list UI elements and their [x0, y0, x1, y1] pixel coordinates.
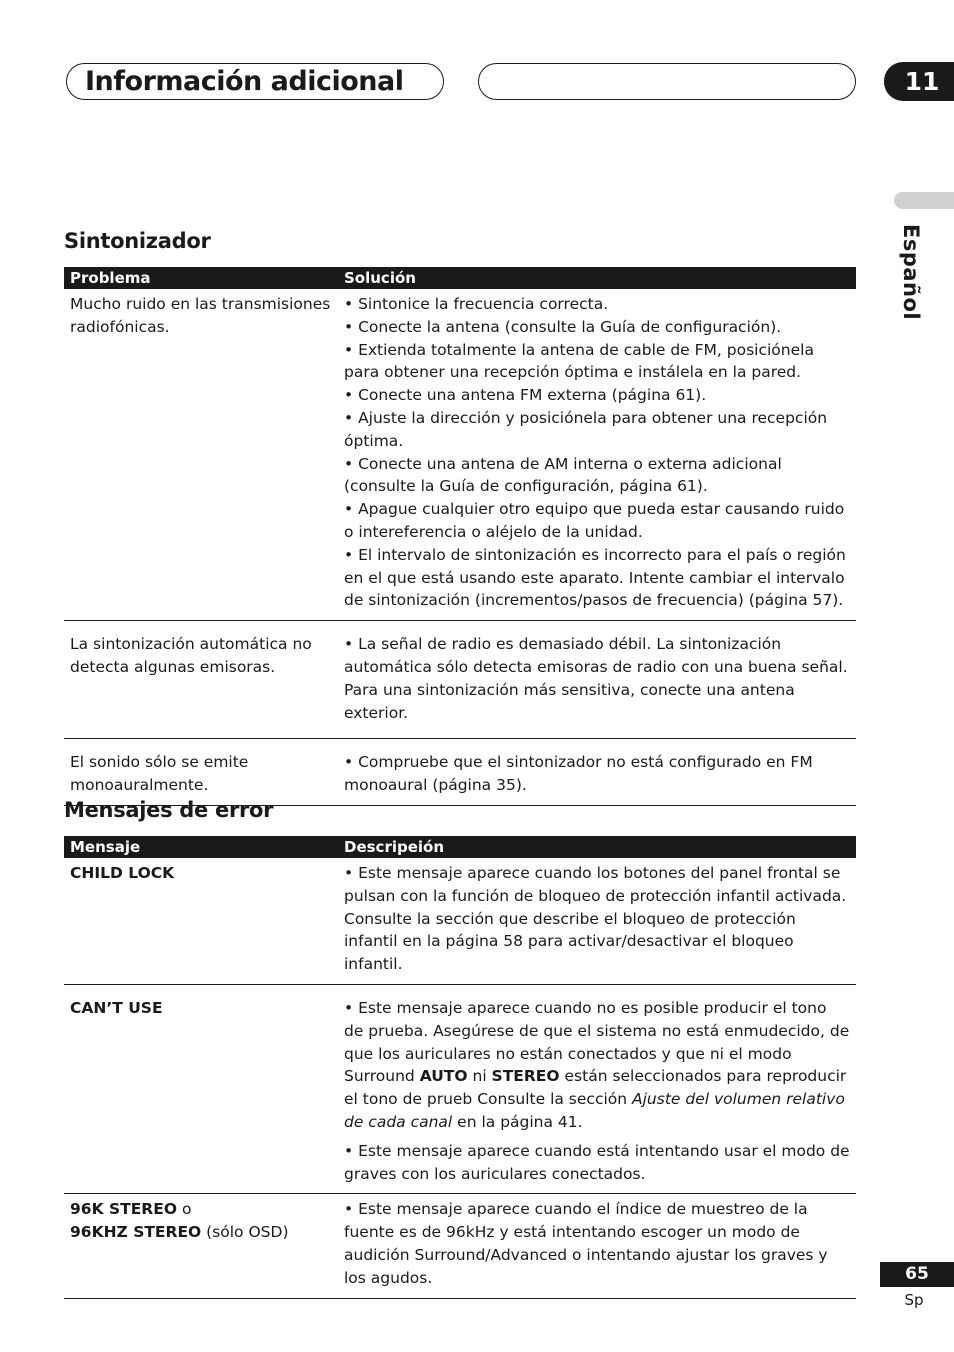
column-header-solution: Solución — [338, 267, 856, 289]
solution-item: • Conecte una antena de AM interna o externa adicional (consulte la Guía de configuración, página 61). — [344, 454, 782, 496]
language-label: Español — [899, 224, 923, 321]
table-header-row — [64, 267, 856, 289]
problem-cell: Mucho ruido en las transmisiones radiofónicas. — [64, 289, 338, 621]
tuner-troubleshooting-table — [64, 267, 856, 806]
description-text: en la página 41. — [452, 1112, 583, 1131]
message-name: 96KHZ STEREO — [70, 1223, 202, 1242]
mode-stereo-label: STEREO — [491, 1067, 560, 1086]
page-number: 65 — [880, 1262, 954, 1287]
solution-item: • Compruebe que el sintonizador no está configurado en FM monoaural (página 35). — [344, 753, 813, 795]
table-row — [64, 858, 856, 984]
message-name: 96K STEREO — [70, 1200, 178, 1219]
language-tab-marker — [894, 192, 954, 209]
solution-item: • Ajuste la dirección y posiciónela para obtener una recepción óptima. — [344, 408, 828, 450]
solution-item: • Conecte una antena FM externa (página 61). — [344, 386, 707, 405]
table-header-row — [64, 836, 856, 858]
chapter-number-badge: 11 — [884, 62, 954, 101]
page-language-code: Sp — [904, 1291, 924, 1309]
description-text: ni — [467, 1067, 492, 1086]
table-row — [64, 621, 856, 739]
problem-cell: La sintonización automática no detecta algunas emisoras. — [64, 621, 338, 739]
description-text: están seleccionados para reproducir el tono de prueb Consulte la sección — [344, 1067, 847, 1109]
column-header-message: Mensaje — [64, 836, 338, 858]
solution-cell — [338, 621, 856, 739]
error-messages-section-title: Mensajes de error — [64, 798, 274, 822]
section-reference: Ajuste del volumen relativo de cada canal — [344, 1090, 845, 1131]
message-note: (sólo OSD) — [201, 1223, 289, 1242]
error-messages-table — [64, 836, 856, 1299]
solution-item: • Extienda totalmente la antena de cable de FM, posiciónela para obtener una recepción óptima e instálela en la pared. — [344, 340, 814, 382]
solution-item: • Conecte la antena (consulte la Guía de configuración). — [344, 317, 782, 336]
message-cell: CAN’T USE — [64, 984, 338, 1193]
column-header-problem: Problema — [64, 267, 338, 289]
column-header-description: Descripeión — [338, 836, 856, 858]
solution-item: • Apague cualquier otro equipo que pueda estar causando ruido o intereferencia o aléjelo de la unidad. — [344, 500, 845, 541]
message-cell: CHILD LOCK — [64, 858, 338, 984]
header-blank-frame — [478, 63, 856, 100]
description-text: • Este mensaje aparece cuando no es posible producir el tono de prueba. Asegúrese de que el sistema no está enmudecido, de que los auriculares no están conectados y que ni el modo Surround — [344, 998, 850, 1086]
solution-item: • La señal de radio es demasiado débil. La sintonización automática sólo detecta emisoras de radio con una buena señal. Para una sintonización más sensitiva, conecte una antena exterior. — [344, 635, 848, 722]
tuner-section-title: Sintonizador — [64, 229, 211, 253]
page-title: Información adicional — [85, 66, 404, 97]
solution-cell — [338, 739, 856, 806]
description-cell: • Este mensaje aparece cuando los botones del panel frontal se pulsan con la función de bloqueo de protección infantil activada. Consulte la sección que describe el bloqueo de protección infantil en la página 58 para activar/desactivar el bloqueo infantil. — [338, 858, 856, 984]
table-row — [64, 1194, 856, 1298]
description-item — [344, 997, 850, 1134]
description-cell — [338, 984, 856, 1193]
solution-item: • El intervalo de sintonización es incorrecto para el país o región en el que está usando este aparato. Intente cambiar el intervalo de sintonización (incrementos/pasos de frecuencia) (página 57). — [344, 545, 846, 610]
table-row — [64, 289, 856, 621]
table-row — [64, 739, 856, 806]
mode-auto-label: AUTO — [419, 1067, 468, 1086]
solution-cell — [338, 289, 856, 621]
message-connector: o — [177, 1200, 192, 1219]
description-item: • Este mensaje aparece cuando está intentando usar el modo de graves con los auriculares conectados. — [344, 1141, 850, 1183]
problem-cell: El sonido sólo se emite monoauralmente. — [64, 739, 338, 806]
table-row — [64, 984, 856, 1193]
message-cell — [64, 1194, 338, 1298]
solution-item: • Sintonice la frecuencia correcta. — [344, 295, 609, 313]
description-cell: • Este mensaje aparece cuando el índice de muestreo de la fuente es de 96kHz y está intentando escoger un modo de audición Surround/Advanced o intentando ajustar los graves y los agudos. — [338, 1194, 856, 1298]
header-title-frame — [66, 63, 444, 100]
